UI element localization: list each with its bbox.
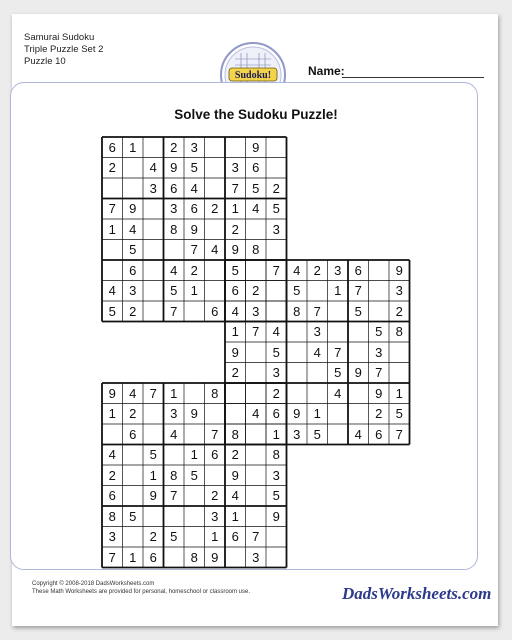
sudoku-cell: 8	[395, 324, 403, 340]
sudoku-cell[interactable]	[184, 527, 205, 548]
sudoku-cell: 1	[395, 385, 403, 401]
sudoku-cell: 3	[395, 283, 403, 299]
sudoku-cell: 4	[354, 426, 362, 442]
sudoku-cell: 3	[252, 549, 260, 565]
sudoku-cell[interactable]	[389, 342, 410, 363]
sudoku-cell: 6	[375, 426, 383, 442]
sudoku-cell[interactable]	[307, 281, 328, 302]
sudoku-cell: 4	[129, 385, 137, 401]
sudoku-cell: 2	[272, 385, 280, 401]
sudoku-cell: 5	[375, 324, 383, 340]
sudoku-cell[interactable]	[348, 404, 369, 425]
sudoku-cell: 5	[293, 283, 301, 299]
sudoku-cell[interactable]	[266, 158, 287, 179]
sudoku-cell: 5	[170, 529, 178, 545]
sudoku-cell[interactable]	[246, 342, 267, 363]
sudoku-cell: 7	[334, 344, 342, 360]
sudoku-cell: 4	[252, 201, 260, 217]
sudoku-cell: 8	[231, 426, 239, 442]
sudoku-cell: 2	[395, 303, 403, 319]
sudoku-cell: 7	[252, 529, 260, 545]
sudoku-cell[interactable]	[123, 465, 144, 486]
sudoku-cell: 8	[293, 303, 301, 319]
sudoku-cell[interactable]	[348, 383, 369, 404]
sudoku-cell: 6	[272, 406, 280, 422]
sudoku-cell[interactable]	[307, 363, 328, 384]
sudoku-cell: 4	[190, 180, 198, 196]
sudoku-cell: 2	[231, 447, 239, 463]
sudoku-cell[interactable]	[184, 486, 205, 507]
sudoku-cell: 5	[108, 303, 116, 319]
sudoku-cell: 6	[231, 283, 239, 299]
sudoku-cell: 8	[190, 549, 198, 565]
sudoku-cell: 7	[395, 426, 403, 442]
brand-logo[interactable]	[342, 582, 492, 604]
sudoku-cell: 5	[354, 303, 362, 319]
sudoku-cell: 4	[231, 488, 239, 504]
sudoku-cell: 1	[129, 139, 137, 155]
sudoku-cell: 9	[252, 139, 260, 155]
sudoku-cell[interactable]	[205, 219, 226, 240]
sudoku-cell: 6	[108, 488, 116, 504]
sudoku-cell: 4	[149, 160, 157, 176]
sudoku-cell: 7	[211, 426, 219, 442]
sudoku-cell[interactable]	[328, 301, 349, 322]
sudoku-cell: 1	[272, 426, 280, 442]
sudoku-cell: 1	[231, 201, 239, 217]
sudoku-cell: 4	[252, 406, 260, 422]
sudoku-cell: 2	[375, 406, 383, 422]
sudoku-cell: 7	[375, 365, 383, 381]
sudoku-cell: 2	[252, 283, 260, 299]
sudoku-cell: 9	[149, 488, 157, 504]
sudoku-cell: 8	[108, 508, 116, 524]
sudoku-cell: 7	[231, 180, 239, 196]
name-field[interactable]	[342, 77, 484, 78]
sudoku-cell: 1	[313, 406, 321, 422]
sudoku-cell[interactable]	[143, 301, 164, 322]
sudoku-cell: 3	[170, 201, 178, 217]
sudoku-cell[interactable]	[205, 465, 226, 486]
copyright-line: Copyright © 2008-2018 DadsWorksheets.com	[32, 581, 155, 587]
sudoku-cell: 2	[129, 303, 137, 319]
sudoku-cell: 6	[190, 201, 198, 217]
sudoku-cell: 4	[272, 324, 280, 340]
sudoku-cell: 9	[395, 262, 403, 278]
sudoku-cell: 5	[395, 406, 403, 422]
sudoku-cell: 4	[334, 385, 342, 401]
sudoku-cell[interactable]	[287, 342, 308, 363]
sudoku-cell: 2	[170, 139, 178, 155]
sudoku-cell: 2	[108, 467, 116, 483]
sudoku-cell: 9	[190, 406, 198, 422]
sudoku-cell: 9	[293, 406, 301, 422]
sudoku-cell[interactable]	[287, 363, 308, 384]
sudoku-cell[interactable]	[102, 424, 123, 445]
sudoku-cell: 6	[129, 426, 137, 442]
sudoku-cell[interactable]	[307, 383, 328, 404]
sudoku-cell: 3	[149, 180, 157, 196]
sudoku-cell: 3	[108, 529, 116, 545]
sudoku-cell: 5	[313, 426, 321, 442]
sudoku-cell[interactable]	[123, 527, 144, 548]
sudoku-cell[interactable]	[102, 260, 123, 281]
sudoku-cell[interactable]	[246, 486, 267, 507]
sudoku-cell: 9	[170, 160, 178, 176]
sudoku-cell: 7	[190, 242, 198, 258]
sudoku-cell[interactable]	[123, 178, 144, 199]
sudoku-cell[interactable]	[184, 424, 205, 445]
sudoku-cell[interactable]	[164, 240, 185, 261]
sudoku-cell[interactable]	[266, 281, 287, 302]
sudoku-cell[interactable]	[164, 506, 185, 527]
sudoku-cell: 1	[334, 283, 342, 299]
sudoku-cell: 1	[108, 406, 116, 422]
sudoku-cell: 8	[211, 385, 219, 401]
sudoku-cell: 6	[149, 549, 157, 565]
sudoku-cell[interactable]	[143, 281, 164, 302]
sudoku-cell: 4	[129, 221, 137, 237]
sudoku-cell[interactable]	[369, 281, 390, 302]
sudoku-cell: 7	[149, 385, 157, 401]
worksheet-number: Puzzle 10	[24, 56, 66, 67]
sudoku-cell: 2	[231, 365, 239, 381]
sudoku-cell: 6	[231, 529, 239, 545]
sudoku-cell[interactable]	[266, 547, 287, 568]
sudoku-cell: 7	[170, 303, 178, 319]
sudoku-cell: 5	[129, 508, 137, 524]
sudoku-cell[interactable]	[328, 404, 349, 425]
sudoku-cell[interactable]	[123, 486, 144, 507]
sudoku-cell: 7	[313, 303, 321, 319]
sudoku-cell[interactable]	[266, 301, 287, 322]
sudoku-cell[interactable]	[205, 178, 226, 199]
sudoku-cell: 2	[129, 406, 137, 422]
sudoku-cell: 4	[170, 262, 178, 278]
sudoku-cell: 9	[375, 385, 383, 401]
sudoku-cell[interactable]	[123, 445, 144, 466]
sudoku-cell[interactable]	[205, 260, 226, 281]
sudoku-cell: 9	[231, 467, 239, 483]
sudoku-cell: 6	[108, 139, 116, 155]
sudoku-cell: 3	[211, 508, 219, 524]
sudoku-cell[interactable]	[287, 383, 308, 404]
sudoku-cell: 6	[354, 262, 362, 278]
sudoku-cell[interactable]	[266, 137, 287, 158]
sudoku-cell[interactable]	[246, 424, 267, 445]
sudoku-cell[interactable]	[205, 158, 226, 179]
sudoku-cell: 6	[170, 180, 178, 196]
sudoku-cell[interactable]	[184, 301, 205, 322]
sudoku-cell[interactable]	[225, 137, 246, 158]
sudoku-cell: 3	[272, 365, 280, 381]
worksheet-set: Triple Puzzle Set 2	[24, 44, 104, 55]
sudoku-cell[interactable]	[143, 219, 164, 240]
sudoku-cell: 3	[129, 283, 137, 299]
sudoku-cell[interactable]	[164, 547, 185, 568]
sudoku-cell[interactable]	[246, 465, 267, 486]
sudoku-cell[interactable]	[143, 424, 164, 445]
sudoku-cell: 8	[272, 447, 280, 463]
sudoku-cell: 1	[231, 508, 239, 524]
sudoku-cell: 4	[108, 283, 116, 299]
sudoku-cell: 5	[190, 467, 198, 483]
sudoku-cell: 2	[231, 221, 239, 237]
sudoku-cell[interactable]	[348, 342, 369, 363]
sudoku-cell: 5	[190, 160, 198, 176]
sudoku-cell: 9	[129, 201, 137, 217]
sudoku-cell[interactable]	[266, 240, 287, 261]
sudoku-cell[interactable]	[369, 260, 390, 281]
sudoku-cell: 3	[190, 139, 198, 155]
sudoku-cell[interactable]	[225, 404, 246, 425]
sudoku-cell: 6	[211, 303, 219, 319]
sudoku-cell: 4	[293, 262, 301, 278]
sudoku-cell[interactable]	[143, 404, 164, 425]
sudoku-cell[interactable]	[266, 527, 287, 548]
sudoku-cell[interactable]	[102, 178, 123, 199]
sudoku-cell[interactable]	[184, 383, 205, 404]
sudoku-cell: 7	[252, 324, 260, 340]
sudoku-cell: 9	[231, 344, 239, 360]
sudoku-cell: 5	[231, 262, 239, 278]
sudoku-cell: 7	[272, 262, 280, 278]
name-label: Name:	[308, 64, 345, 78]
sudoku-cell: 3	[293, 426, 301, 442]
sudoku-cell: 5	[334, 365, 342, 381]
sudoku-cell: 6	[252, 160, 260, 176]
sudoku-cell[interactable]	[328, 424, 349, 445]
sudoku-cell: 2	[190, 262, 198, 278]
sudoku-cell: 5	[272, 201, 280, 217]
sudoku-cell: 6	[211, 447, 219, 463]
sudoku-cell[interactable]	[246, 506, 267, 527]
puzzle-instruction: Solve the Sudoku Puzzle!	[174, 107, 338, 122]
sudoku-cell: 6	[129, 262, 137, 278]
sudoku-cell[interactable]	[102, 240, 123, 261]
sudoku-cell: 2	[211, 201, 219, 217]
sudoku-cell: 9	[211, 549, 219, 565]
sudoku-cell[interactable]	[328, 322, 349, 343]
sudoku-cell[interactable]	[143, 240, 164, 261]
worksheet-title: Samurai Sudoku	[24, 32, 95, 43]
sudoku-cell[interactable]	[143, 199, 164, 220]
sudoku-cell: 1	[190, 283, 198, 299]
sudoku-cell: 5	[129, 242, 137, 258]
sudoku-cell: 1	[190, 447, 198, 463]
sudoku-cell: 5	[170, 283, 178, 299]
sudoku-cell: 8	[170, 467, 178, 483]
sudoku-cell[interactable]	[287, 322, 308, 343]
sudoku-cell: 5	[272, 488, 280, 504]
sudoku-cell[interactable]	[205, 137, 226, 158]
sudoku-cell: 3	[375, 344, 383, 360]
sudoku-cell[interactable]	[246, 260, 267, 281]
sudoku-cell[interactable]	[246, 383, 267, 404]
sudoku-cell[interactable]	[205, 404, 226, 425]
sudoku-cell[interactable]	[225, 383, 246, 404]
brand-text: DadsWorksheets.com	[342, 584, 492, 603]
sudoku-cell[interactable]	[246, 363, 267, 384]
sudoku-cell: 7	[108, 201, 116, 217]
sudoku-cell: 3	[334, 262, 342, 278]
sudoku-cell[interactable]	[389, 363, 410, 384]
sudoku-cell[interactable]	[184, 506, 205, 527]
sudoku-cell: 1	[231, 324, 239, 340]
sudoku-cell: 4	[170, 426, 178, 442]
usage-note: These Math Worksheets are provided for personal, homeschool or classroom use.	[32, 589, 250, 595]
sudoku-cell[interactable]	[225, 547, 246, 568]
sudoku-cell[interactable]	[205, 281, 226, 302]
sudoku-cell[interactable]	[143, 506, 164, 527]
sudoku-cell: 4	[108, 447, 116, 463]
sudoku-cell: 1	[211, 529, 219, 545]
sudoku-cell[interactable]	[143, 137, 164, 158]
sudoku-cell: 9	[108, 385, 116, 401]
sudoku-cell: 9	[272, 508, 280, 524]
logo-text: Sudoku!	[234, 70, 272, 81]
sudoku-cell: 9	[231, 242, 239, 258]
sudoku-cell: 3	[313, 324, 321, 340]
sudoku-cell[interactable]	[348, 322, 369, 343]
sudoku-cell[interactable]	[164, 445, 185, 466]
sudoku-cell: 2	[313, 262, 321, 278]
sudoku-cell[interactable]	[123, 158, 144, 179]
sudoku-cell: 3	[272, 221, 280, 237]
sudoku-cell[interactable]	[143, 260, 164, 281]
sudoku-cell: 7	[170, 488, 178, 504]
sudoku-cell: 2	[149, 529, 157, 545]
sudoku-cell: 7	[354, 283, 362, 299]
sudoku-cell: 5	[149, 447, 157, 463]
sudoku-cell: 3	[252, 303, 260, 319]
sudoku-cell[interactable]	[369, 301, 390, 322]
sudoku-cell[interactable]	[246, 219, 267, 240]
sudoku-cell: 3	[272, 467, 280, 483]
sudoku-cell: 5	[252, 180, 260, 196]
sudoku-cell: 3	[231, 160, 239, 176]
sudoku-cell: 3	[170, 406, 178, 422]
sudoku-cell: 1	[129, 549, 137, 565]
sudoku-cell: 9	[190, 221, 198, 237]
sudoku-cell: 2	[211, 488, 219, 504]
sudoku-cell: 1	[108, 221, 116, 237]
sudoku-cell: 2	[108, 160, 116, 176]
copyright-text	[32, 580, 250, 596]
sudoku-cell: 9	[354, 365, 362, 381]
sudoku-cell: 5	[272, 344, 280, 360]
sudoku-cell: 4	[313, 344, 321, 360]
sudoku-cell: 7	[108, 549, 116, 565]
sudoku-cell: 1	[149, 467, 157, 483]
sudoku-cell: 8	[170, 221, 178, 237]
sudoku-cell[interactable]	[246, 445, 267, 466]
sudoku-cell: 8	[252, 242, 260, 258]
sudoku-cell: 4	[211, 242, 219, 258]
sudoku-cell: 1	[170, 385, 178, 401]
sudoku-cell: 2	[272, 180, 280, 196]
sudoku-cell: 4	[231, 303, 239, 319]
